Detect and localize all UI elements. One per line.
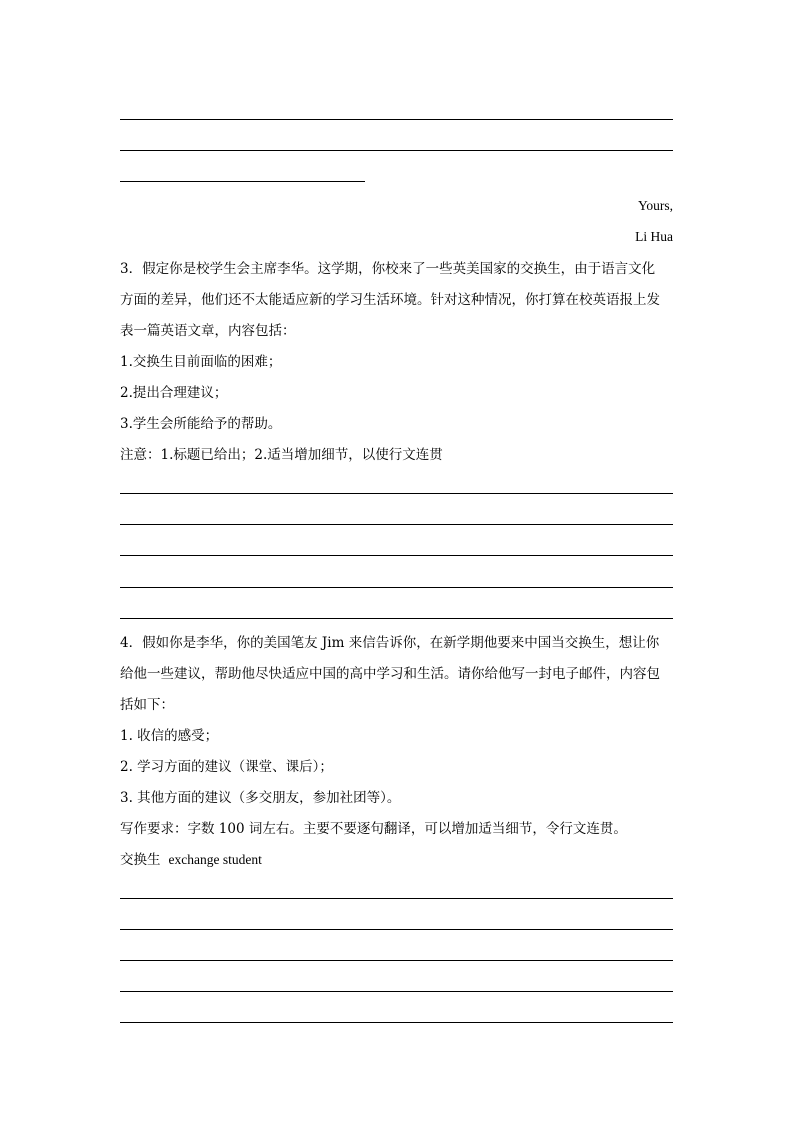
q3-item-1: 1.交换生目前面临的困难； bbox=[120, 354, 282, 370]
answer-line bbox=[120, 618, 673, 619]
q3-item-3: 3.学生会所能给予的帮助。 bbox=[120, 416, 282, 432]
q3-prompt-line-2: 方面的差异，他们还不太能适应新的学习生活环境。针对这种情况，你打算在校英语报上发 bbox=[120, 292, 660, 308]
answer-line bbox=[120, 991, 673, 992]
q4-prompt-line-3: 括如下： bbox=[120, 697, 174, 713]
answer-line bbox=[120, 898, 673, 899]
answer-line bbox=[120, 524, 673, 525]
q4-requirement: 写作要求：字数 100 词左右。主要不要逐句翻译，可以增加适当细节，令行文连贯。 bbox=[120, 821, 627, 837]
answer-line bbox=[120, 587, 673, 588]
q3-item-2: 2.提出合理建议； bbox=[120, 385, 228, 401]
q3-prompt-line-3: 表一篇英语文章，内容包括： bbox=[120, 323, 296, 339]
vocab-chinese: 交换生 bbox=[120, 852, 161, 868]
letter-closing: Yours, bbox=[637, 198, 673, 213]
answer-line bbox=[120, 555, 673, 556]
answer-line bbox=[120, 960, 673, 961]
answer-line-short bbox=[120, 181, 365, 182]
q4-item-2: 2. 学习方面的建议（课堂、课后）； bbox=[120, 759, 333, 775]
q3-prompt-line-1: 3．假定你是校学生会主席李华。这学期，你校来了一些英美国家的交换生，由于语言文化 bbox=[120, 261, 656, 277]
q4-item-1: 1. 收信的感受； bbox=[120, 728, 219, 744]
answer-line bbox=[120, 1022, 673, 1023]
q3-note: 注意：1.标题已给出；2.适当增加细节，以使行文连贯 bbox=[120, 447, 443, 463]
q4-prompt-line-2: 给他一些建议，帮助他尽快适应中国的高中学习和生活。请你给他写一封电子邮件，内容包 bbox=[120, 666, 660, 682]
q4-prompt-line-1: 4．假如你是李华，你的美国笔友 Jim 来信告诉你，在新学期他要来中国当交换生，想让你 bbox=[120, 635, 660, 651]
answer-line bbox=[120, 119, 673, 120]
answer-line bbox=[120, 493, 673, 494]
q4-item-3: 3. 其他方面的建议（多交朋友，参加社团等）。 bbox=[120, 790, 401, 806]
letter-signature: Li Hua bbox=[635, 229, 673, 244]
answer-line bbox=[120, 150, 673, 151]
q4-vocabulary bbox=[120, 850, 673, 870]
vocab-english: exchange student bbox=[168, 852, 262, 867]
answer-line bbox=[120, 929, 673, 930]
